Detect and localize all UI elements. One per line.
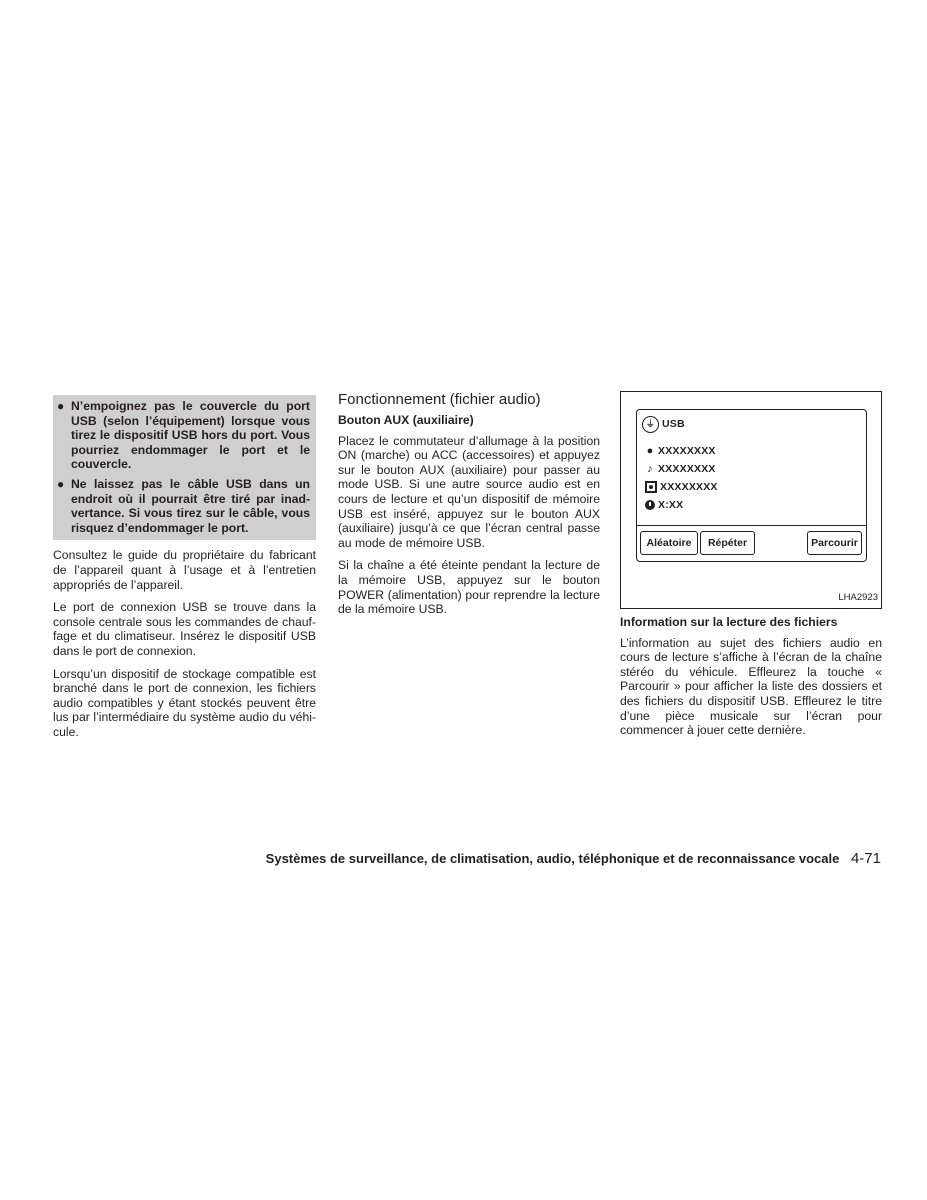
time-row (642, 498, 683, 513)
body-paragraph: Consultez le guide du propriétaire du fabricant de l’appareil quant à l’usage et à l’entretien appropriés de l’appareil. (53, 548, 316, 592)
usb-screen-figure (620, 391, 882, 609)
page-number: 4-71 (850, 850, 881, 867)
source-label: USB (662, 418, 685, 431)
warning-text: N’empoignez pas le couvercle du port USB (selon l’équipement) lorsque vous tirez le dispositif USB hors du port. Vous pourriez endommager le port et le couvercle. (71, 399, 310, 472)
warning-item (57, 399, 310, 472)
repeat-button[interactable]: Répéter (700, 531, 755, 555)
clock-icon (645, 500, 655, 510)
body-paragraph: Placez le commutateur d’allumage à la position ON (marche) ou ACC (accessoires) et appuyez sur le bouton AUX (auxiliaire) pour passer au mode USB. Si une autre source audio est en cours de lecture et qu’un dispositif de mémoire USB est inséré, appuyez sur le bouton AUX (auxiliaire) jusqu’à ce que l’écran central passe au mode de mémoire USB. (338, 433, 600, 550)
bullet-icon: ● (57, 476, 65, 491)
body-paragraph: Lorsqu’un dispositif de stockage compatible est branché dans le port de connexion, les fichiers audio compatibles y étant stockés peuvent être lus par l’intermédiaire du système audio du véhicule. (53, 666, 316, 739)
middle-column (338, 391, 600, 625)
time-value: X:XX (658, 499, 684, 511)
right-column (620, 391, 882, 746)
album-value: XXXXXXXX (660, 481, 718, 493)
random-button[interactable]: Aléatoire (640, 531, 698, 555)
warning-text: Ne laissez pas le câble USB dans un endroit où il pourrait être tiré par inadvertance. Si vous tirez sur le câble, vous risquez d’endommager le port. (71, 476, 310, 535)
song-row (642, 462, 716, 477)
artist-row (642, 444, 716, 459)
body-paragraph: L’information au sujet des fichiers audio en cours de lecture s’affiche à l’écran de la chaîne stéréo du véhicule. Effleurez la touche « Parcourir » pour afficher la liste des dossiers et des fichiers du dispositif USB. Effleurez le titre d’une pièce musicale sur l’écran pour commencer à jouer cette dernière. (620, 635, 882, 738)
artist-value: XXXXXXXX (658, 445, 716, 457)
warning-list (57, 399, 310, 535)
song-value: XXXXXXXX (658, 463, 716, 475)
body-paragraph: Si la chaîne a été éteinte pendant la lecture de la mémoire USB, appuyez sur le bouton POWER (alimentation) pour reprendre la lecture de la mémoire USB. (338, 558, 600, 617)
bullet-icon: ● (57, 399, 65, 413)
warning-item (57, 477, 310, 535)
figure-code: LHA2923 (838, 592, 878, 604)
album-icon (645, 481, 657, 493)
left-column (53, 395, 316, 747)
music-note-icon: ♪ (647, 463, 653, 475)
figure-caption: Information sur la lecture des fichiers (620, 615, 838, 629)
page-footer (0, 850, 881, 867)
source-row (642, 416, 685, 433)
warning-box (53, 395, 316, 540)
browse-button[interactable]: Parcourir (807, 531, 862, 555)
person-icon: ● (646, 445, 654, 457)
usb-icon: ⏚ (642, 416, 659, 433)
body-paragraph: Le port de connexion USB se trouve dans la console centrale sous les commandes de chauffage et du climatiseur. Insérez le dispositif USB dans le port de connexion. (53, 600, 316, 658)
footer-title: Systèmes de surveillance, de climatisation, audio, téléphonique et de reconnaissance vocale (265, 851, 840, 866)
stereo-screen (636, 409, 867, 562)
screen-button-bar (637, 525, 866, 549)
sub-heading: Bouton AUX (auxiliaire) (338, 413, 474, 427)
album-row (642, 480, 718, 495)
section-heading: Fonctionnement (fichier audio) (338, 391, 541, 408)
